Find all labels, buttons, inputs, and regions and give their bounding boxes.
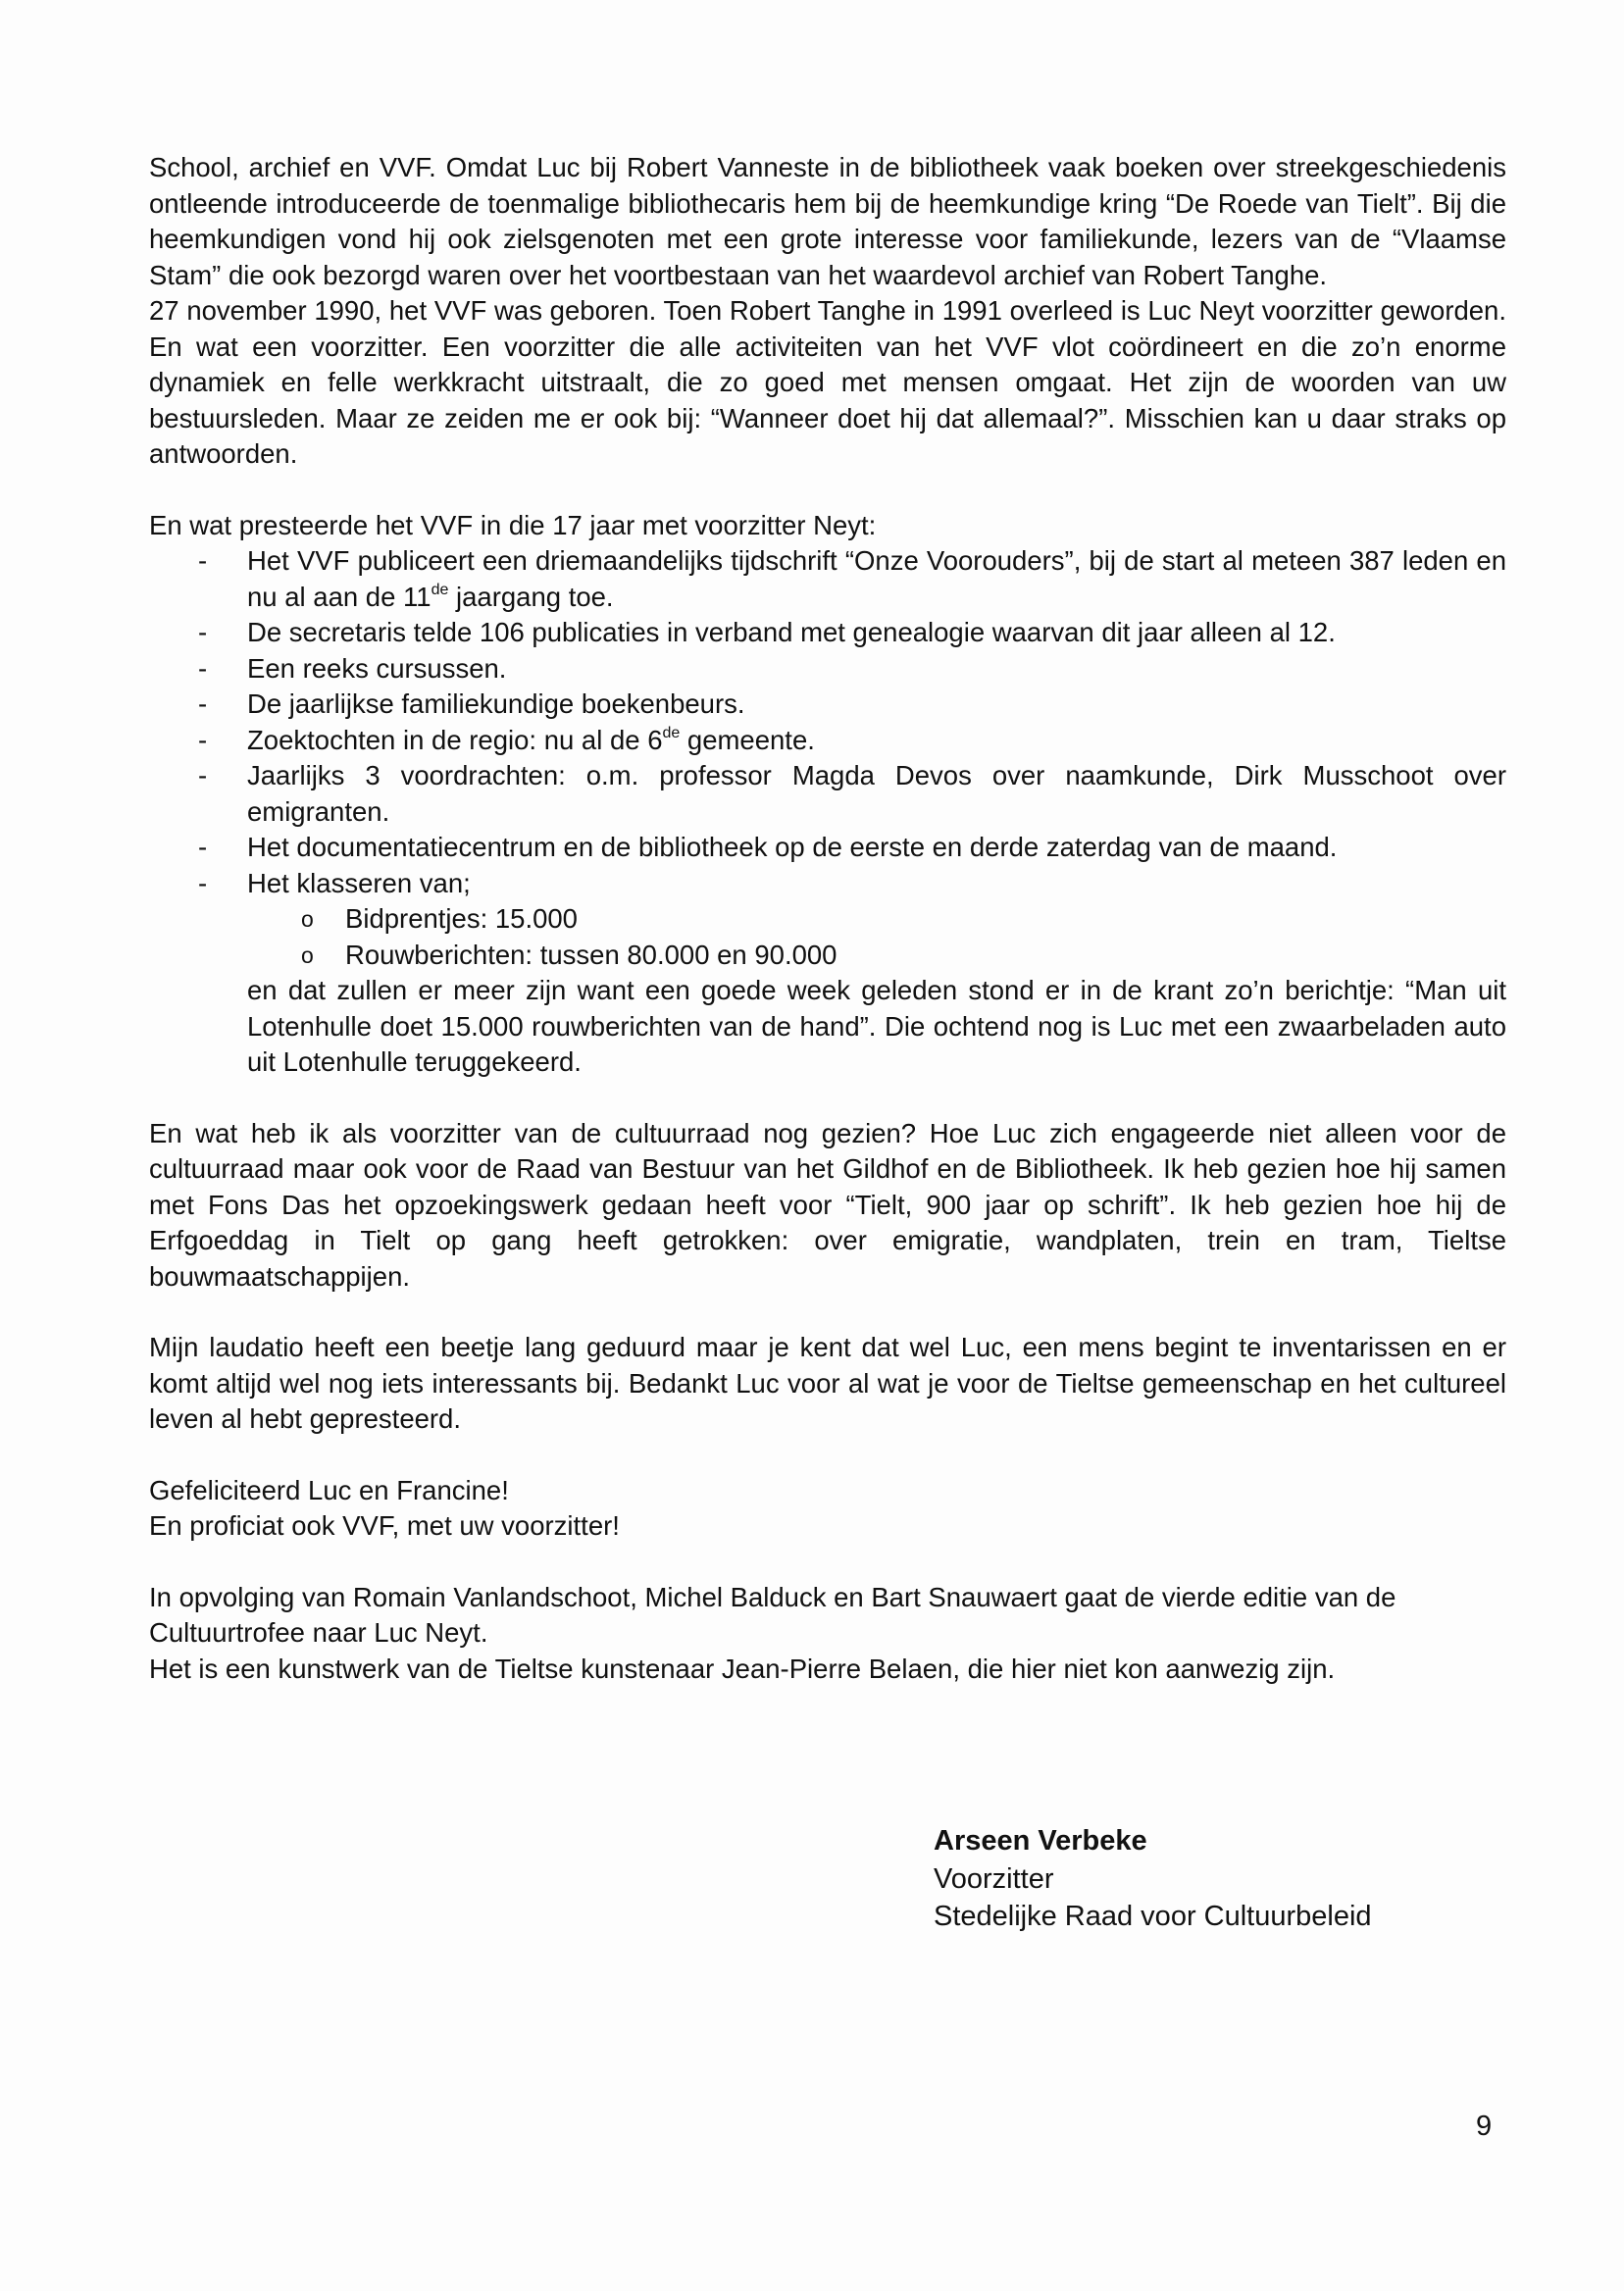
paragraph-vvf-founded: 27 november 1990, het VVF was geboren. Toen Robert Tanghe in 1991 overleed is Luc Neyt voorzitter geworden. En wat een voorzitter. Een voorzitter die alle activiteiten van het VVF vlot coördineert en die zo’n enorme dynamiek en felle werkkracht uitstraalt, die zo goed met mensen omgaat. Het zijn de woorden van uw bestuursleden. Maar ze zeiden me er ook bij: “Wanneer doet hij dat allemaal?”. Misschien kan u daar straks op antwoorden. [149, 295, 1506, 469]
list-item: - Het klasseren van; [149, 866, 1506, 902]
sub-list-item: o Bidprentjes: 15.000 [247, 901, 1506, 938]
signature-block [934, 1822, 1372, 1936]
list-item: - Het VVF publiceert een driemaandelijks tijdschrift “Onze Voorouders”, bij de start al meteen 387 leden en nu al aan de 11de jaargang toe. [149, 543, 1506, 615]
list-item: - De secretaris telde 106 publicaties in verband met genealogie waarvan dit jaar alleen al 12. [149, 615, 1506, 651]
list-intro: En wat presteerde het VVF in die 17 jaar met voorzitter Neyt: [149, 509, 877, 540]
congratulations-line: Gefeliciteerd Luc en Francine! [149, 1474, 509, 1505]
list-item: - Jaarlijks 3 voordrachten: o.m. professor Magda Devos over naamkunde, Dirk Musschoot over emigranten. [149, 758, 1506, 830]
paragraph-archive: School, archief en VVF. Omdat Luc bij Robert Vanneste in de bibliotheek vaak boeken over streekgeschiedenis ontleende introduceerde de toenmalige bibliothecaris hem bij de heemkundige kring “De Roede van Tielt”. Bij die heemkundigen vond hij ook zielsgenoten met een grote interesse voor familiekunde, lezers van de “Vlaamse Stam” die ook bezorgd waren over het voortbestaan van het waardevol archief van Robert Tanghe. [149, 152, 1506, 290]
proficiat-line: En proficiat ook VVF, met uw voorzitter! [149, 1510, 620, 1541]
classification-note: en dat zullen er meer zijn want een goede week geleden stond er in de krant zo’n berichtje: “Man uit Lotenhulle doet 15.000 rouwberichten van de hand”. Die ochtend nog is Luc met een zwaarbeladen auto uit Lotenhulle teruggekeerd. [247, 975, 1506, 1077]
achievements-list [149, 543, 1506, 901]
list-item: - De jaarlijkse familiekundige boekenbeurs. [149, 687, 1506, 723]
paragraph-laudatio: Mijn laudatio heeft een beetje lang geduurd maar je kent dat wel Luc, een mens begint te inventarissen en er komt altijd wel nog iets interessants bij. Bedankt Luc voor al wat je voor de Tieltse gemeenschap en het cultureel leven al hebt gepresteerd. [149, 1332, 1506, 1434]
paragraph-artist: Het is een kunstwerk van de Tieltse kunstenaar Jean-Pierre Belaen, die hier niet kon aanwezig zijn. [149, 1653, 1336, 1684]
page-number: 9 [1476, 2111, 1493, 2142]
signature-role: Voorzitter [934, 1862, 1054, 1895]
list-item: - Een reeks cursussen. [149, 651, 1506, 687]
sub-list-item: o Rouwberichten: tussen 80.000 en 90.000 [247, 938, 1506, 974]
signature-organization: Stedelijke Raad voor Cultuurbeleid [934, 1901, 1372, 1932]
paragraph-trophy: In opvolging van Romain Vanlandschoot, Michel Balduck en Bart Snauwaert gaat de vierde editie van de Cultuurtrofee naar Luc Neyt. [149, 1581, 1396, 1648]
list-item: - Het documentatiecentrum en de bibliotheek op de eerste en derde zaterdag van de maand. [149, 830, 1506, 866]
body-text [149, 150, 1506, 1687]
paragraph-cultural-council: En wat heb ik als voorzitter van de cultuurraad nog gezien? Hoe Luc zich engageerde niet alleen voor de cultuurraad maar ook voor de Raad van Bestuur van het Gildhof en de Bibliotheek. Ik heb gezien hoe hij samen met Fons Das het opzoekingswerk gedaan heeft voor “Tielt, 900 jaar op schrift”. Ik heb gezien hoe hij de Erfgoeddag in Tielt op gang heeft getrokken: over emigratie, wandplaten, trein en tram, Tieltse bouwmaatschappijen. [149, 1117, 1506, 1292]
signature-name: Arseen Verbeke [934, 1825, 1147, 1857]
classification-sublist [149, 901, 1506, 973]
list-item: - Zoektochten in de regio: nu al de 6de gemeente. [149, 723, 1506, 759]
